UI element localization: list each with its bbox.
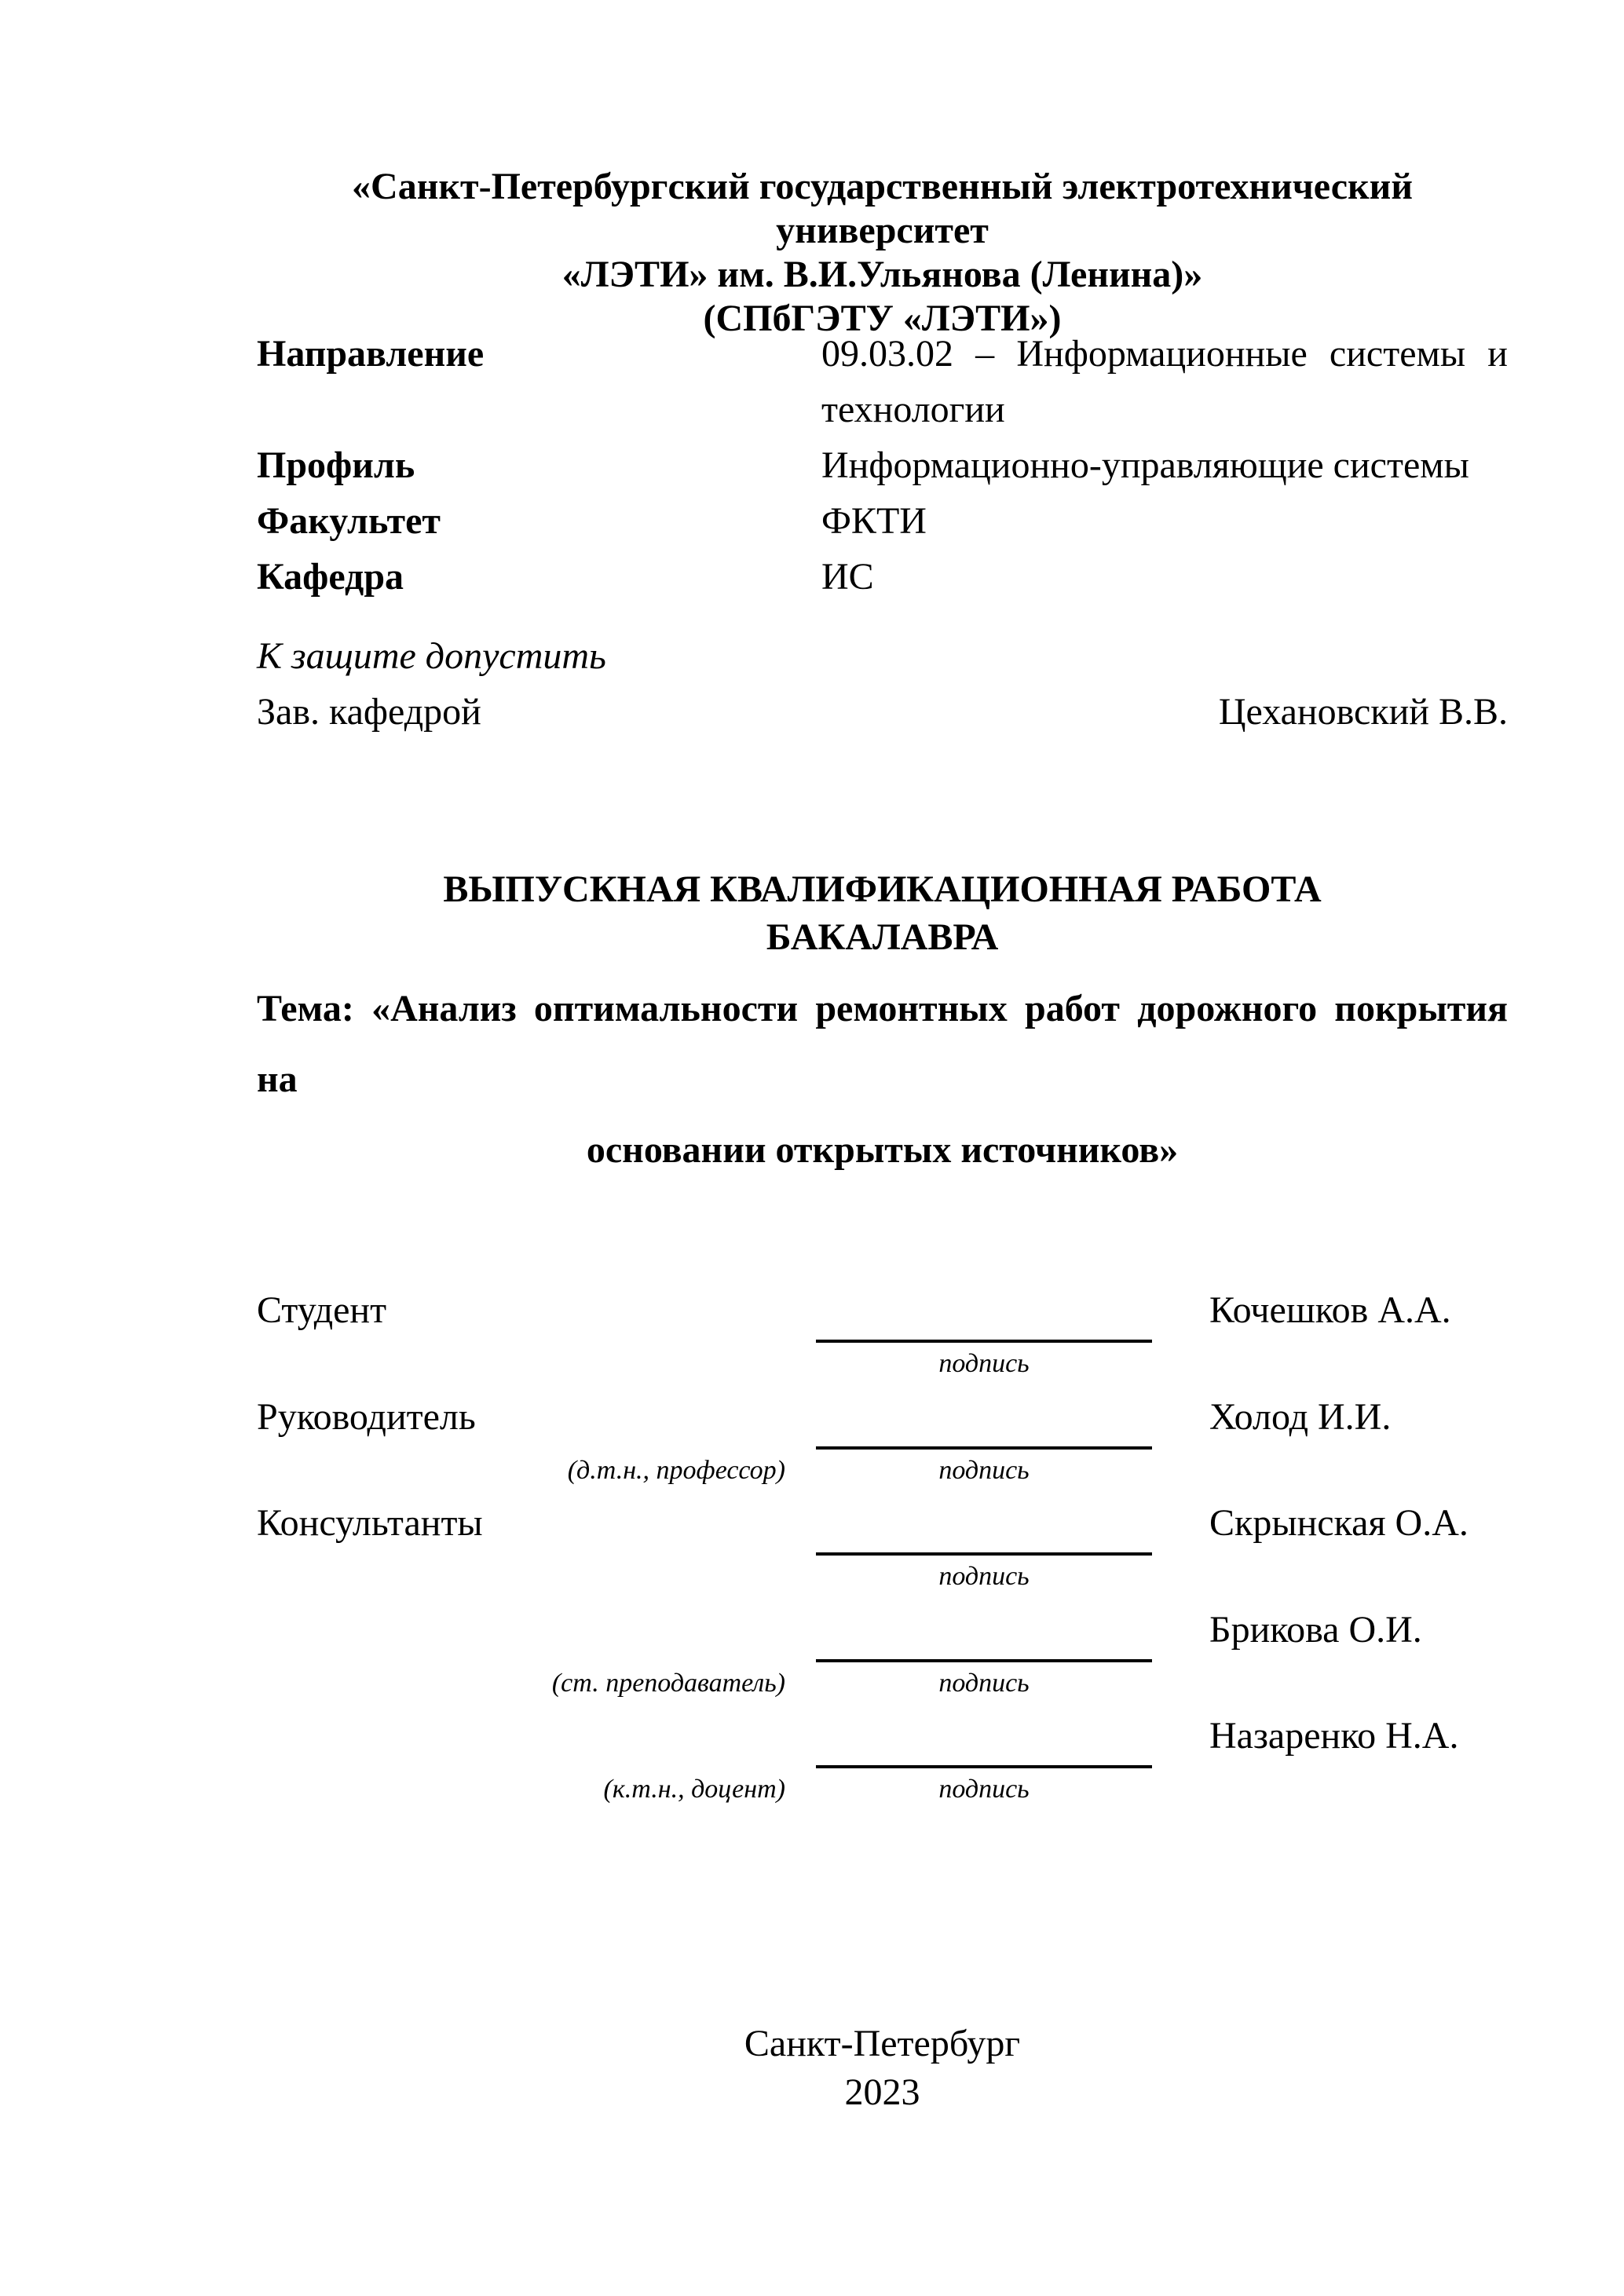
field-value: ФКТИ bbox=[821, 500, 927, 542]
field-value-line: 09.03.02 – Информационные системы и bbox=[821, 333, 1508, 375]
work-title bbox=[257, 865, 1508, 961]
signature-line bbox=[816, 1340, 1152, 1343]
signature-row-student bbox=[257, 1289, 1508, 1398]
signature-role-label: Руководитель bbox=[257, 1395, 476, 1438]
signature-qualification: (к.т.н., доцент) bbox=[603, 1775, 785, 1804]
signature-line bbox=[816, 1659, 1152, 1662]
signature-caption: подпись bbox=[938, 1775, 1030, 1804]
signature-person-name: Брикова О.И. bbox=[1209, 1608, 1422, 1651]
signature-caption: подпись bbox=[938, 1349, 1030, 1378]
field-value-line: технологии bbox=[821, 389, 1005, 430]
signature-caption: подпись bbox=[938, 1455, 1030, 1485]
field-value bbox=[821, 326, 1508, 437]
signature-row-consultant-1 bbox=[257, 1504, 1508, 1611]
signature-person-name: Скрынская О.А. bbox=[1209, 1502, 1469, 1544]
signature-line bbox=[816, 1446, 1152, 1450]
field-value: Информационно-управляющие системы bbox=[821, 444, 1469, 486]
field-label: Направление bbox=[257, 333, 485, 375]
signature-row-consultant-2 bbox=[257, 1608, 1508, 1718]
field-row-direction bbox=[257, 326, 1508, 437]
signature-qualification: (д.т.н., профессор) bbox=[567, 1455, 785, 1485]
footer-city: Санкт-Петербург bbox=[744, 2023, 1021, 2064]
field-label: Профиль bbox=[257, 444, 415, 486]
theme-line-1: Тема: «Анализ оптимальности ремонтных работ дорожного покрытия на bbox=[257, 988, 1508, 1100]
department-head-name: Цехановский В.В. bbox=[1218, 691, 1508, 733]
signature-line bbox=[816, 1765, 1152, 1768]
field-row-profile bbox=[257, 437, 1508, 493]
university-name-line-3: (СПбГЭТУ «ЛЭТИ») bbox=[703, 298, 1062, 339]
signature-qualification: (ст. преподаватель) bbox=[551, 1668, 785, 1698]
signatures-block bbox=[257, 1289, 1508, 1824]
signature-person-name: Холод И.И. bbox=[1209, 1395, 1392, 1438]
program-fields bbox=[257, 326, 1508, 605]
footer-block bbox=[257, 2020, 1508, 2117]
university-name-line-2: «ЛЭТИ» им. В.И.Ульянова (Ленина)» bbox=[561, 254, 1203, 295]
admission-block bbox=[257, 628, 1508, 740]
footer-year: 2023 bbox=[844, 2071, 920, 2113]
signature-role-label: Консультанты bbox=[257, 1502, 483, 1544]
theme-block bbox=[257, 974, 1508, 1186]
field-row-department bbox=[257, 549, 1508, 605]
signature-caption: подпись bbox=[938, 1668, 1030, 1698]
signature-line bbox=[816, 1552, 1152, 1556]
field-row-faculty bbox=[257, 493, 1508, 549]
work-title-line-2: БАКАЛАВРА bbox=[766, 916, 999, 958]
signature-caption: подпись bbox=[938, 1562, 1030, 1591]
field-value: ИС bbox=[821, 556, 874, 598]
department-head-label: Зав. кафедрой bbox=[257, 691, 481, 733]
field-label: Факультет bbox=[257, 500, 441, 542]
department-head-row bbox=[257, 684, 1508, 740]
signature-row-consultant-3 bbox=[257, 1717, 1508, 1824]
admission-approve-line: К защите допустить bbox=[257, 635, 606, 677]
signature-role-label: Студент bbox=[257, 1289, 387, 1331]
work-title-line-1: ВЫПУСКНАЯ КВАЛИФИКАЦИОННАЯ РАБОТА bbox=[443, 868, 1322, 910]
university-header bbox=[257, 165, 1508, 341]
field-label: Кафедра bbox=[257, 556, 404, 598]
signature-person-name: Назаренко Н.А. bbox=[1209, 1715, 1459, 1757]
signature-person-name: Кочешков А.А. bbox=[1209, 1289, 1451, 1331]
signature-row-supervisor bbox=[257, 1395, 1508, 1505]
theme-line-2: основании открытых источников» bbox=[586, 1129, 1179, 1171]
university-name-line-1: «Санкт-Петербургский государственный электротехнический университет bbox=[352, 166, 1413, 251]
